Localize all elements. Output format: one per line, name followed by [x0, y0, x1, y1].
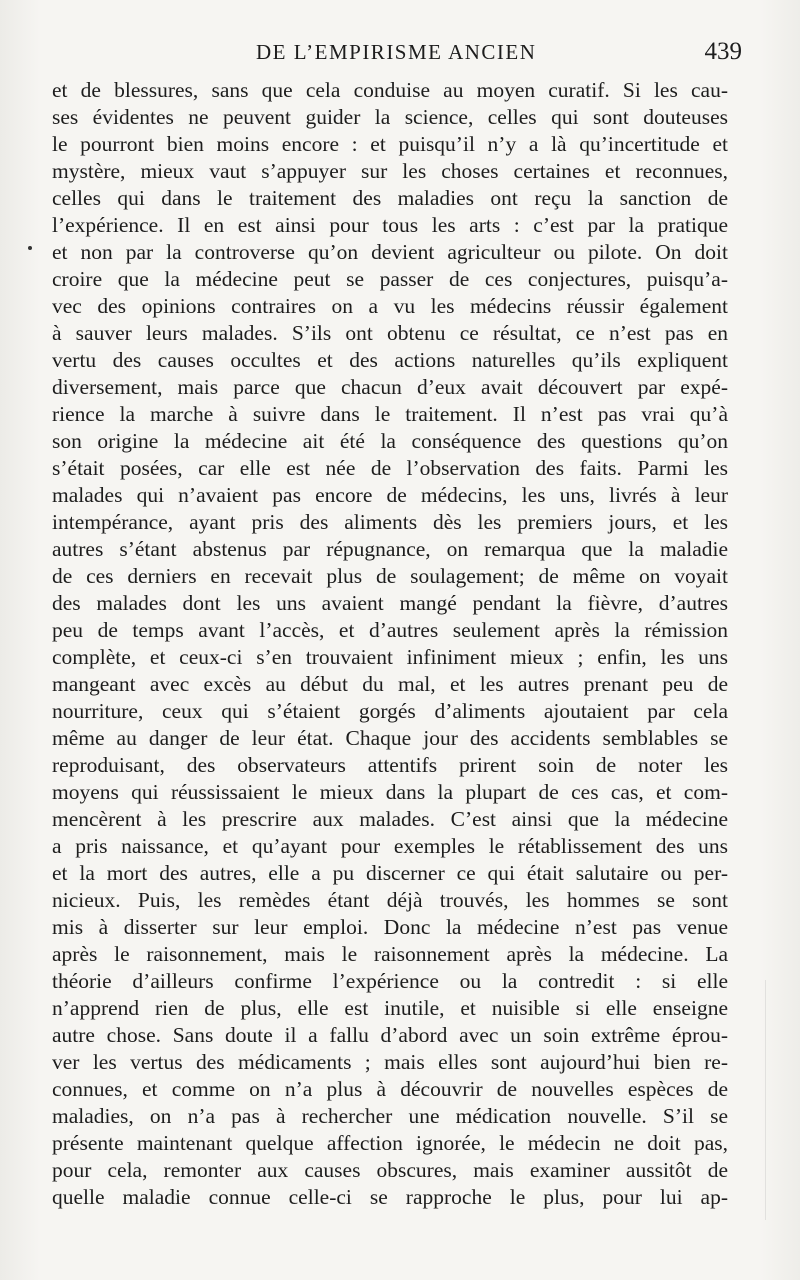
text-line: nicieux. Puis, les remèdes étant déjà trouvés, les hommes se sont	[52, 888, 728, 912]
running-title: DE L’EMPIRISME ANCIEN	[256, 40, 537, 64]
text-line: malades qui n’avaient pas encore de médecins, les uns, livrés à leur	[52, 483, 728, 507]
text-line: diversement, mais parce que chacun d’eux avait découvert par expé-	[52, 375, 728, 399]
text-line: des malades dont les uns avaient mangé pendant la fièvre, d’autres	[52, 591, 728, 615]
text-line: présente maintenant quelque affection ignorée, le médecin ne doit pas,	[52, 1131, 728, 1155]
text-line: maladies, on n’a pas à rechercher une médication nouvelle. S’il se	[52, 1104, 728, 1128]
text-line: mis à disserter sur leur emploi. Donc la médecine n’est pas venue	[52, 915, 728, 939]
text-line: reproduisant, des observateurs attentifs prirent soin de noter les	[52, 753, 728, 777]
text-line: le pourront bien moins encore : et puisqu’il n’y a là qu’incertitude et	[52, 132, 728, 156]
margin-mark	[28, 246, 32, 250]
text-line: même au danger de leur état. Chaque jour des accidents semblables se	[52, 726, 728, 750]
text-line: a pris naissance, et qu’ayant pour exemples le rétablissement des uns	[52, 834, 728, 858]
text-line: mystère, mieux vaut s’appuyer sur les choses certaines et reconnues,	[52, 159, 728, 183]
text-line: autre chose. Sans doute il a fallu d’abord avec un soin extrême éprou-	[52, 1023, 728, 1047]
text-line: complète, et ceux-ci s’en trouvaient infiniment mieux ; enfin, les uns	[52, 645, 728, 669]
page-number: 439	[704, 38, 742, 65]
text-line: théorie d’ailleurs confirme l’expérience ou la contredit : si elle	[52, 969, 728, 993]
text-line: l’expérience. Il en est ainsi pour tous les arts : c’est par la pratique	[52, 213, 728, 237]
text-line: peu de temps avant l’accès, et d’autres seulement après la rémission	[52, 618, 728, 642]
text-line: celles qui dans le traitement des maladies ont reçu la sanction de	[52, 186, 728, 210]
text-line: intempérance, ayant pris des aliments dès les premiers jours, et les	[52, 510, 728, 534]
text-line: à sauver leurs malades. S’ils ont obtenu ce résultat, ce n’est pas en	[52, 321, 728, 345]
text-line: et de blessures, sans que cela conduise au moyen curatif. Si les cau-	[52, 78, 728, 102]
text-line: rience la marche à suivre dans le traitement. Il n’est pas vrai qu’à	[52, 402, 728, 426]
text-line: son origine la médecine ait été la conséquence des questions qu’on	[52, 429, 728, 453]
body-text	[52, 77, 728, 1211]
page-edge-shadow	[765, 980, 766, 1220]
text-line: vec des opinions contraires on a vu les médecins réussir également	[52, 294, 728, 318]
text-line: de ces derniers en recevait plus de soulagement; de même on voyait	[52, 564, 728, 588]
running-head	[0, 36, 800, 68]
text-line: et la mort des autres, elle a pu discerner ce qui était salutaire ou per-	[52, 861, 728, 885]
text-line: connues, et comme on n’a plus à découvrir de nouvelles espèces de	[52, 1077, 728, 1101]
text-line: n’apprend rien de plus, elle est inutile, et nuisible si elle enseigne	[52, 996, 728, 1020]
text-line: moyens qui réussissaient le mieux dans la plupart de ces cas, et com-	[52, 780, 728, 804]
text-line: ver les vertus des médicaments ; mais elles sont aujourd’hui bien re-	[52, 1050, 728, 1074]
text-line: et non par la controverse qu’on devient agriculteur ou pilote. On doit	[52, 240, 728, 264]
text-line: ses évidentes ne peuvent guider la science, celles qui sont douteuses	[52, 105, 728, 129]
text-line: croire que la médecine peut se passer de ces conjectures, puisqu’a-	[52, 267, 728, 291]
text-line: autres s’étant abstenus par répugnance, on remarqua que la maladie	[52, 537, 728, 561]
text-line: pour cela, remonter aux causes obscures, mais examiner aussitôt de	[52, 1158, 728, 1182]
text-line: s’était posées, car elle est née de l’observation des faits. Parmi les	[52, 456, 728, 480]
text-line: quelle maladie connue celle-ci se rapproche le plus, pour lui ap-	[52, 1185, 728, 1209]
text-line: mangeant avec excès au début du mal, et les autres prenant peu de	[52, 672, 728, 696]
text-line: mencèrent à les prescrire aux malades. C’est ainsi que la médecine	[52, 807, 728, 831]
text-line: nourriture, ceux qui s’étaient gorgés d’aliments ajoutaient par cela	[52, 699, 728, 723]
text-line: vertu des causes occultes et des actions naturelles qu’ils expliquent	[52, 348, 728, 372]
text-line: après le raisonnement, mais le raisonnement après la médecine. La	[52, 942, 728, 966]
